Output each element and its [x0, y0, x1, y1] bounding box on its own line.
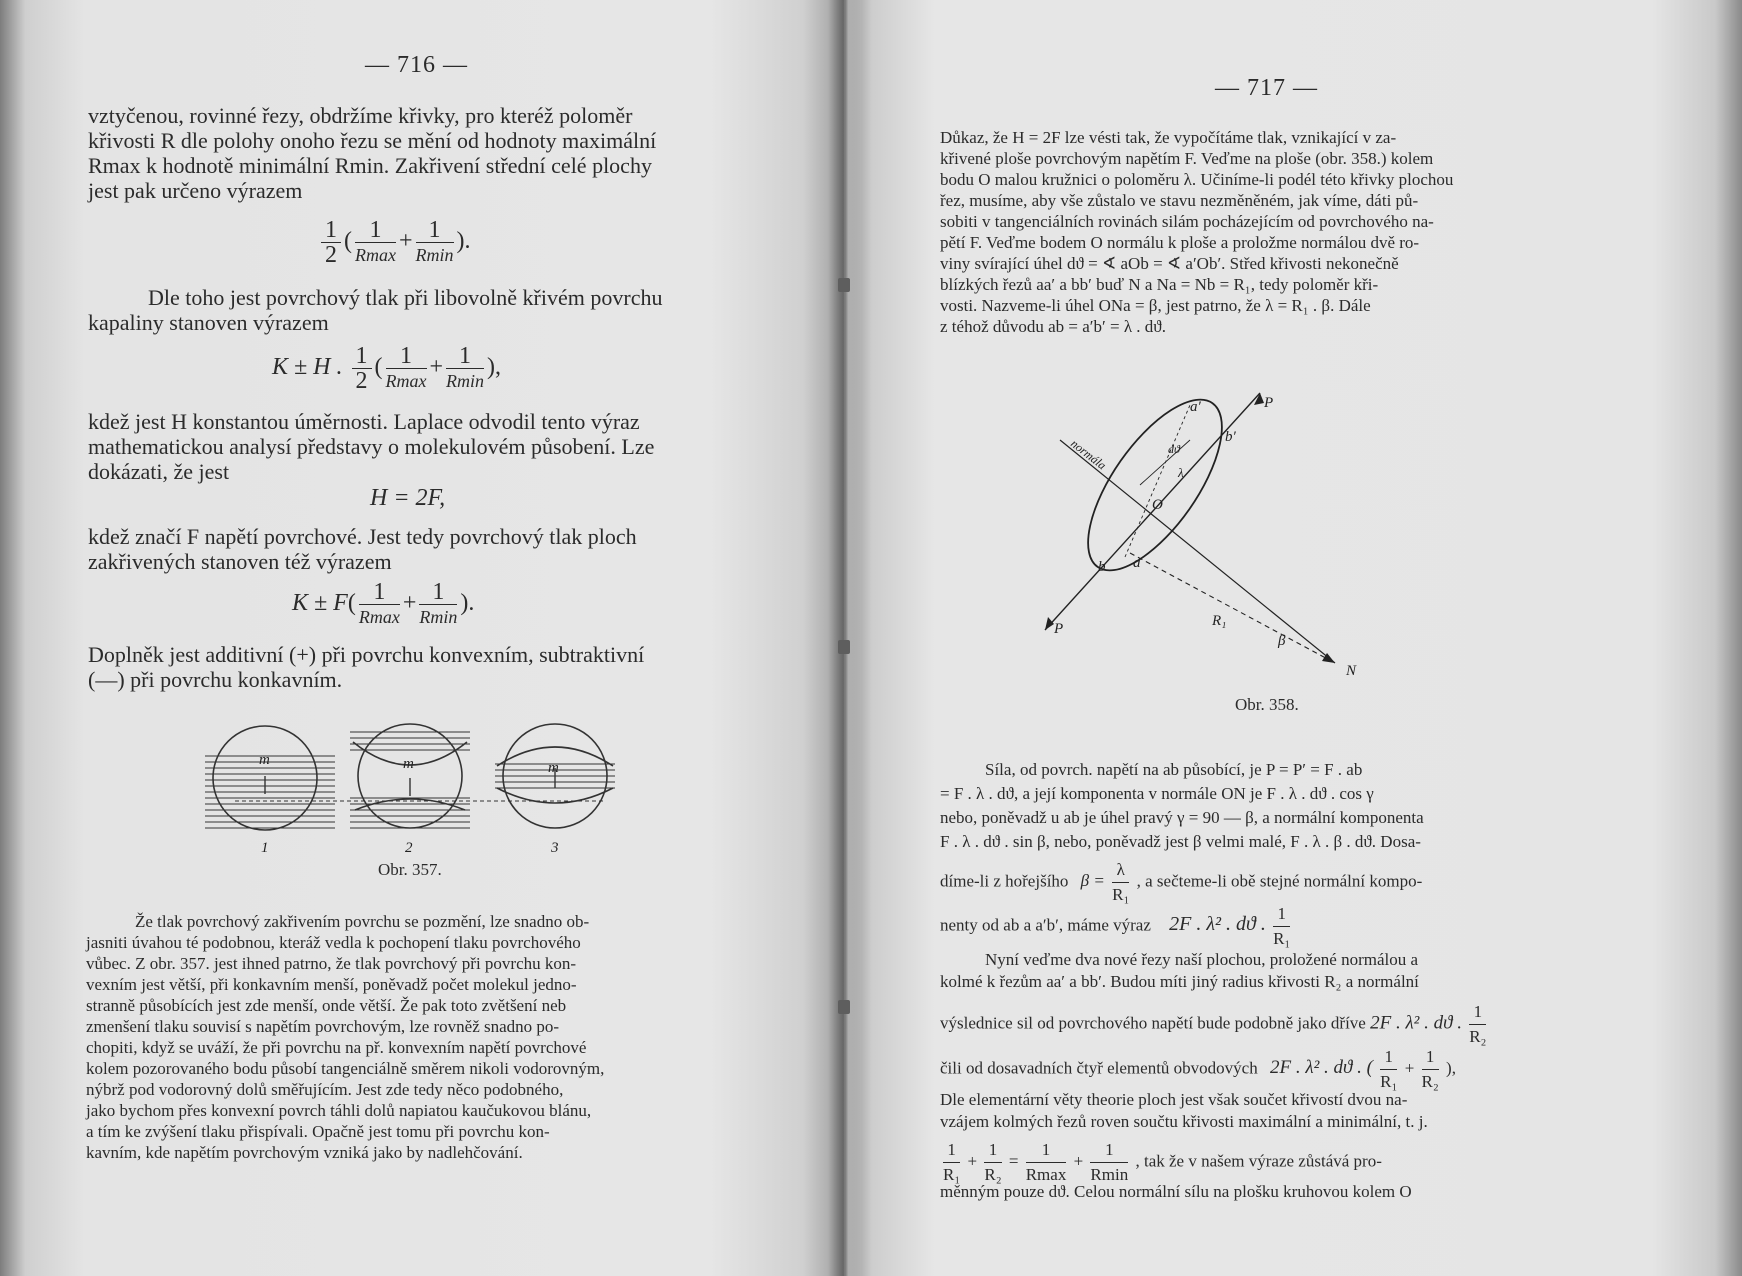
- binding-stitch: [838, 1000, 850, 1014]
- text-line: vosti. Nazveme-li úhel ONa = β, jest patrno, že λ = R₁ . β. Dále: [940, 296, 1371, 315]
- label-p-top: P: [1264, 395, 1274, 411]
- denominator: Rmin: [415, 245, 454, 265]
- operator: +: [429, 354, 444, 381]
- text-span: ),: [1446, 1058, 1456, 1078]
- denominator: Rmax: [385, 371, 427, 391]
- equation: β =: [1080, 871, 1105, 891]
- text-line: měnným pouze dϑ. Celou normální sílu na plošku kruhovou kolem O: [940, 1182, 1412, 1201]
- text-line: a tím ke zvýšení tlaku přispívali. Opačně jest tomu při povrchu kon-: [86, 1122, 550, 1141]
- text-line: Síla, od povrch. napětí na ab působící, je P = P′ = F . ab: [985, 760, 1363, 779]
- text-line: sobiti v tangenciálních rovinách silám pocházejícím od povrchového na-: [940, 212, 1434, 231]
- label-dtheta: dϑ: [1168, 442, 1180, 456]
- denominator: 2: [325, 242, 337, 268]
- text-line: z téhož důvodu ab = a′b′ = λ . dϑ.: [940, 317, 1166, 336]
- text-span: nenty od ab a a′b′, máme výraz: [940, 915, 1151, 935]
- numerator: 1: [1273, 902, 1290, 927]
- text-span: díme-li z hořejšího: [940, 871, 1069, 891]
- figure-358: [1040, 385, 1520, 685]
- text-line: Doplněk jest additivní (+) při povrchu konvexním, subtraktivní: [88, 642, 645, 667]
- text-span: výslednice sil od povrchového napětí bude podobně jako dříve: [940, 1013, 1366, 1033]
- numerator: 1: [1090, 1138, 1128, 1163]
- text-line: Nyní veďme dva nové řezy naší plochou, proložené normálou a: [985, 950, 1419, 969]
- text-line: Dle toho jest povrchový tlak při libovolně křivém povrchu: [148, 285, 663, 310]
- operator: +: [402, 590, 417, 617]
- text-line: nýbrž pod vodorovný dolů směřujícím. Jest zde tedy něco podobného,: [86, 1080, 564, 1099]
- right-page: [845, 0, 1742, 1276]
- text-line: [940, 1045, 1456, 1094]
- text-line: Dle elementární věty theorie ploch jest však součet křivostí dvou na-: [940, 1090, 1408, 1109]
- numerator: 1: [359, 580, 400, 605]
- figure-caption: Obr. 358.: [1235, 695, 1299, 714]
- label-p-bottom: P: [1054, 621, 1064, 637]
- numerator: 1: [446, 344, 484, 369]
- circle-ellipse: [1063, 385, 1247, 591]
- fig3-number: 3: [551, 840, 559, 856]
- figure-357: [205, 718, 655, 858]
- text-line: chopiti, když se uváží, že při povrchu na př. konvexním napětí povrchové: [86, 1038, 587, 1057]
- text-line: (—) při povrchu konkavním.: [88, 667, 343, 692]
- label-b-prime: b′: [1225, 429, 1236, 445]
- text-line: vzájem kolmých řezů roven součtu křivosti maximální a minimální, t. j.: [940, 1112, 1428, 1131]
- formula-end: ).: [460, 590, 475, 617]
- numerator: 1: [943, 1138, 960, 1163]
- text-line: [940, 1000, 1489, 1049]
- denominator: 2: [355, 368, 368, 394]
- text-line: jest pak určeno výrazem: [88, 178, 303, 203]
- text-line: vůbec. Z obr. 357. jest ihned patrno, že tlak povrchový při povrchu kon-: [86, 954, 577, 973]
- left-page: [0, 0, 845, 1276]
- denominator: R₁: [1112, 885, 1130, 904]
- expression: 2F . λ² . dϑ . (: [1269, 1057, 1373, 1079]
- text-span: čili od dosavadních čtyř elementů obvodových: [940, 1058, 1258, 1078]
- page-number: — 716 —: [365, 52, 468, 78]
- formula-end: ).: [456, 228, 471, 255]
- text-line: zmenšení tlaku souvisí s napětím povrchovým, lze rovněž snadno po-: [86, 1017, 560, 1036]
- numerator: 1: [355, 218, 396, 243]
- operator: =: [1008, 1151, 1019, 1171]
- denominator: Rmin: [446, 371, 485, 391]
- label-a: a: [1133, 555, 1141, 571]
- text-line: [940, 858, 1422, 907]
- numerator: 1: [1380, 1045, 1397, 1070]
- expression: 2F . λ² . dϑ .: [1169, 913, 1266, 936]
- denominator: R₂: [984, 1165, 1002, 1184]
- binding-stitch: [838, 278, 850, 292]
- text-line: kavním, kde napětím povrchovým vzniká jako by nadlehčování.: [86, 1143, 523, 1162]
- numerator: 1: [1469, 1000, 1486, 1025]
- text-line: stranně působících jest zde menší, onde větší. Že pak toto zvětšení neb: [86, 996, 567, 1015]
- label-n: N: [1346, 663, 1357, 679]
- page-number: — 717 —: [1215, 75, 1318, 101]
- text-line: kapaliny stanoven výrazem: [88, 310, 329, 335]
- denominator: Rmax: [358, 607, 400, 627]
- denominator: R₁: [943, 1165, 961, 1184]
- formula-end: ),: [487, 354, 502, 381]
- text-line: = F . λ . dϑ, a její komponenta v normále ON je F . λ . dϑ . cos γ: [940, 784, 1374, 803]
- operator: +: [1404, 1058, 1415, 1078]
- numerator: 1: [386, 344, 427, 369]
- denominator: R₂: [1469, 1027, 1487, 1046]
- formula: K ± F( $\frac{1}{Rmax}$ + $\frac{1}{Rmin}$ ).: [292, 579, 475, 627]
- text-line: kolem pozorovaného bodu působí tangenciálně směrem nikoli vodorovným,: [86, 1059, 605, 1078]
- text-line: F . λ . dϑ . sin β, nebo, poněvadž jest β velmi malé, F . λ . β . dϑ. Dosa-: [940, 832, 1421, 851]
- text-line: pětí F. Veďme bodem O normálu k ploše a proložme normálou dvě ro-: [940, 233, 1420, 252]
- text-line: viny svírající úhel dϑ = ∢ aOb = ∢ a′Ob′. Střed křivosti nekonečně: [940, 254, 1399, 273]
- formula-prefix: K ± F: [292, 590, 348, 617]
- text-line: dokázati, že jest: [88, 459, 230, 484]
- numerator: 1: [419, 580, 457, 605]
- denominator: Rmax: [1025, 1165, 1067, 1184]
- denominator: Rmax: [355, 245, 396, 265]
- text-line: bodu O malou kružnici o poloměru λ. Učiníme-li podél této křivky plochou: [940, 170, 1454, 189]
- text-line: kdež jest H konstantou úměrnosti. Laplace odvodil tento výraz: [88, 409, 640, 434]
- fig2-label-m: m: [403, 756, 414, 772]
- text-line: jako bychom přes konvexní povrch táhli dolů napiatou kaučukovou blánu,: [86, 1101, 592, 1120]
- label-b: b: [1098, 559, 1106, 575]
- text-line: mathematickou analysí představy o molekulovém působení. Lze: [88, 434, 655, 459]
- denominator: Rmin: [1090, 1165, 1129, 1184]
- text-line: blízkých řezů aa′ a bb′ buď N a Na = Nb = R₁, tedy poloměr kři-: [940, 275, 1379, 294]
- text-span: , a sečteme-li obě stejné normální kompo-: [1136, 871, 1423, 891]
- figure-caption: Obr. 357.: [378, 860, 442, 879]
- fig3-label-m: m: [548, 760, 559, 776]
- label-r1: R₁: [1212, 613, 1227, 629]
- formula: H = 2F,: [370, 485, 446, 511]
- denominator: R₁: [1380, 1072, 1398, 1091]
- formula-prefix: K ± H .: [272, 354, 343, 381]
- fig2-number: 2: [405, 840, 413, 856]
- binding-stitch: [838, 640, 850, 654]
- numerator: 1: [1422, 1045, 1439, 1070]
- denominator: R₁: [1273, 929, 1291, 948]
- text-line: jasniti úvahou té podobnou, kteráž vedla k pochopení tlaku povrchového: [86, 933, 581, 952]
- label-a-prime: a′: [1190, 399, 1201, 415]
- formula: $\frac{1}{2}$ ( $\frac{1}{Rmax}$ + $\frac{1}{Rmin}$ ).: [318, 218, 471, 267]
- label-lambda: λ: [1178, 465, 1184, 480]
- numerator: λ: [1112, 858, 1129, 883]
- expression: 2F . λ² . dϑ .: [1370, 1012, 1462, 1034]
- text-line: kdež značí F napětí povrchové. Jest tedy povrchový tlak ploch: [88, 524, 637, 549]
- book-gutter: [828, 0, 862, 1276]
- text-line: zakřivených stanoven též výrazem: [88, 549, 392, 574]
- label-beta: β: [1278, 633, 1286, 649]
- operator: +: [1073, 1151, 1084, 1171]
- formula: K ± H . $\frac{1}{2}$ ( $\frac{1}{Rmax}$ + $\frac{1}{Rmin}$ ),: [272, 343, 502, 394]
- text-line: vztyčenou, rovinné řezy, obdržíme křivky, pro kteréž poloměr: [88, 103, 633, 128]
- fig1-label-m: m: [259, 752, 270, 768]
- text-line: Důkaz, že H = 2F lze vésti tak, že vypočítáme tlak, vznikající v za-: [940, 128, 1397, 147]
- text-line: [940, 1138, 1382, 1187]
- label-o: O: [1152, 497, 1163, 513]
- normal-line: [1060, 440, 1335, 663]
- numerator: 1: [416, 218, 454, 243]
- numerator: 1: [352, 344, 372, 369]
- denominator: R₂: [1421, 1072, 1439, 1091]
- numerator: 1: [984, 1138, 1001, 1163]
- text-line: [940, 902, 1293, 951]
- text-line: nebo, poněvadž u ab je úhel pravý γ = 90 — β, a normální komponenta: [940, 808, 1424, 827]
- fig1-number: 1: [261, 840, 269, 856]
- label-normala: normála: [1068, 436, 1109, 473]
- text-line: Rmax k hodnotě minimální Rmin. Zakřivení střední celé plochy: [88, 153, 652, 178]
- denominator: Rmin: [419, 607, 458, 627]
- text-line: Že tlak povrchový zakřivením povrchu se pozmění, lze snadno ob-: [135, 912, 590, 931]
- numerator: 1: [1026, 1138, 1067, 1163]
- text-line: kolmé k řezům aa′ a bb′. Budou míti jiný radius křivosti R₂ a normální: [940, 972, 1419, 991]
- text-span: , tak že v našem výraze zůstává pro-: [1135, 1151, 1382, 1171]
- text-line: křivené ploše povrchovým napětím F. Veďme na ploše (obr. 358.) kolem: [940, 149, 1434, 168]
- text-line: křivosti R dle polohy onoho řezu se mění od hodnoty maximální: [88, 128, 657, 153]
- operator: +: [398, 228, 413, 255]
- operator: +: [967, 1151, 978, 1171]
- text-line: vexním jest větší, při konkavním menší, poněvadž počet molekul jedno-: [86, 975, 577, 994]
- text-line: řez, musíme, aby vše zůstalo ve stavu nezměněném, jak víme, dáti pů-: [940, 191, 1419, 210]
- numerator: 1: [321, 218, 341, 243]
